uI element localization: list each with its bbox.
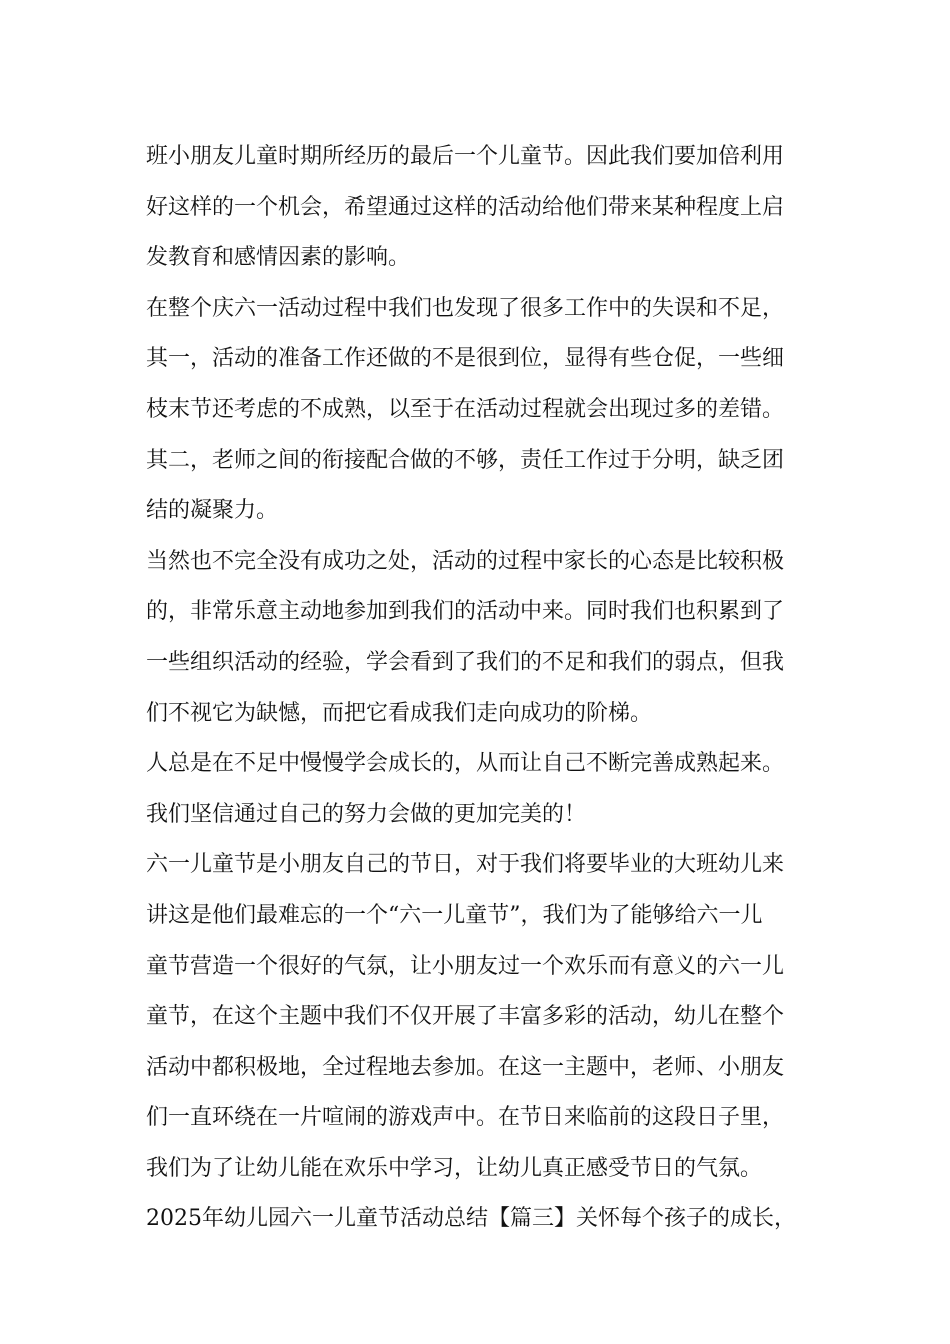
paragraph-3: 当然也不完全没有成功之处，活动的过程中家长的心态是比较积极 的，非常乐意主动地参加到我们的活动中来。同时我们也积累到了 一些组织活动的经验，学会看到了我们的不足和我们的弱点，但我 们不视它为缺憾，而把它看成我们走向成功的阶梯。	[146, 548, 785, 726]
paragraph-2: 在整个庆六一活动过程中我们也发现了很多工作中的失误和不足， 其一，活动的准备工作还做的不是很到位，显得有些仓促，一些细 枝末节还考虑的不成熟，以至于在活动过程就会出现过多的差错。 其二，老师之间的衔接配合做的不够，责任工作过于分明，缺乏团 结的凝聚力。	[146, 295, 785, 524]
paragraph-4: 人总是在不足中慢慢学会成长的，从而让自己不断完善成熟起来。 我们坚信通过自己的努力会做的更加完美的！	[146, 751, 785, 827]
paragraph-1: 班小朋友儿童时期所经历的最后一个儿童节。因此我们要加倍利用 好这样的一个机会，希望通过这样的活动给他们带来某种程度上启 发教育和感情因素的影响。	[146, 144, 785, 271]
paragraph-5: 六一儿童节是小朋友自己的节日，对于我们将要毕业的大班幼儿来 讲这是他们最难忘的一个“六一儿童节”，我们为了能够给六一儿 童节营造一个很好的气氛，让小朋友过一个欢乐而有意义的六一儿 童节，在这个主题中我们不仅开展了丰富多彩的活动，幼儿在整个 活动中都积极地，全过程地去参加。在这一主题中，老师、小朋友 们一直环绕在一片喧闹的游戏声中。在节日来临前的这段日子里， 我们为了让幼儿能在欢乐中学习，让幼儿真正感受节日的气氛。	[146, 852, 785, 1181]
document-body	[146, 132, 810, 1245]
paragraph-6: 2025年幼儿园六一儿童节活动总结【篇三】关怀每个孩子的成长，	[146, 1206, 796, 1232]
